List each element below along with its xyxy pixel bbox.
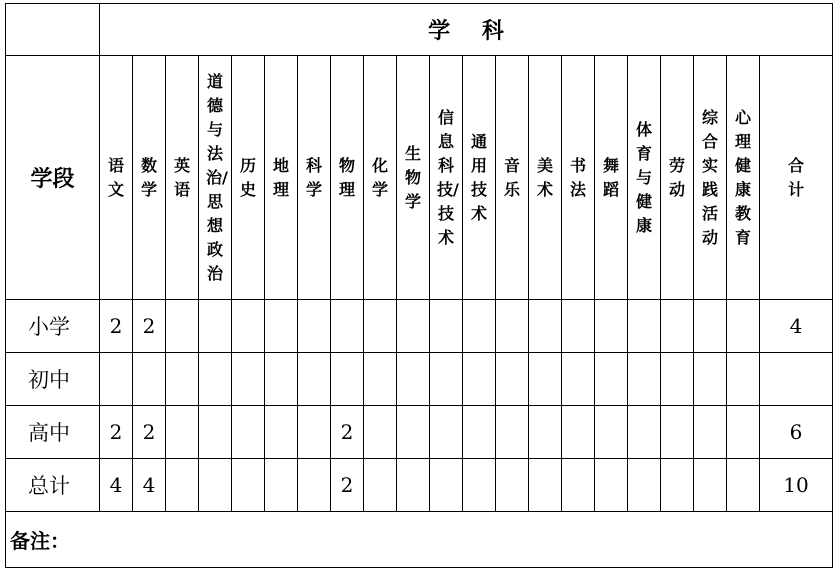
subject-label: 美术: [536, 155, 553, 199]
value-cell: [232, 300, 265, 353]
value-cell: [166, 406, 199, 459]
value-cell: 2: [100, 300, 133, 353]
subject-stage-table: [5, 3, 833, 568]
value-cell: [298, 459, 331, 512]
subject-header-12: [463, 56, 496, 300]
stage-header: 学段: [6, 56, 100, 300]
subject-header-10: [397, 56, 430, 300]
value-cell: [364, 300, 397, 353]
value-cell: [199, 459, 232, 512]
value-cell: [364, 459, 397, 512]
value-cell: [364, 406, 397, 459]
value-cell: [430, 353, 463, 406]
stage-cell: 高中: [6, 406, 100, 459]
subject-header-21: [760, 56, 833, 300]
value-cell: [529, 353, 562, 406]
value-cell: [694, 459, 727, 512]
value-cell: [628, 353, 661, 406]
subject-header-17: [628, 56, 661, 300]
value-cell: [397, 353, 430, 406]
value-cell: [694, 353, 727, 406]
value-cell: [628, 459, 661, 512]
subject-label: 语文: [107, 155, 124, 199]
value-cell: [430, 406, 463, 459]
subject-header-8: [331, 56, 364, 300]
value-cell: [595, 300, 628, 353]
note-label: 备注：: [6, 512, 833, 568]
subject-header-4: [199, 56, 232, 300]
value-cell: [199, 353, 232, 406]
subject-label: 数学: [140, 155, 157, 199]
value-cell: [727, 300, 760, 353]
subject-label: 舞蹈: [602, 155, 619, 199]
value-cell: [529, 300, 562, 353]
value-cell: [331, 353, 364, 406]
value-cell: [463, 300, 496, 353]
total-cell: 4: [760, 300, 833, 353]
subject-label: 合计: [787, 155, 804, 199]
value-cell: [562, 406, 595, 459]
subject-header-20: [727, 56, 760, 300]
subject-header-19: [694, 56, 727, 300]
subject-header-9: [364, 56, 397, 300]
value-cell: [727, 459, 760, 512]
subject-header-13: [496, 56, 529, 300]
value-cell: [661, 300, 694, 353]
value-cell: [100, 353, 133, 406]
table-row: [6, 406, 833, 459]
total-cell: 6: [760, 406, 833, 459]
value-cell: 2: [100, 406, 133, 459]
value-cell: [463, 459, 496, 512]
value-cell: [463, 353, 496, 406]
value-cell: [364, 353, 397, 406]
value-cell: [496, 300, 529, 353]
subject-label: 历史: [239, 155, 256, 199]
value-cell: 2: [133, 406, 166, 459]
subject-header-14: [529, 56, 562, 300]
value-cell: [199, 406, 232, 459]
value-cell: [694, 300, 727, 353]
stage-cell: 初中: [6, 353, 100, 406]
value-cell: [595, 406, 628, 459]
subject-header-5: [232, 56, 265, 300]
subject-label: 生物学: [404, 143, 421, 211]
table-wrapper: [5, 3, 833, 568]
value-cell: [166, 300, 199, 353]
value-cell: [265, 459, 298, 512]
note-row: [6, 512, 833, 568]
subject-label: 道德与法治/思想政治: [206, 71, 228, 283]
value-cell: [661, 353, 694, 406]
subject-label: 综合实践活动: [701, 107, 718, 247]
stage-cell: 小学: [6, 300, 100, 353]
subject-header-2: [133, 56, 166, 300]
table-row: [6, 300, 833, 353]
value-cell: [199, 300, 232, 353]
value-cell: 4: [133, 459, 166, 512]
subject-label: 通用技术: [470, 131, 487, 223]
subject-label: 化学: [371, 155, 388, 199]
value-cell: [265, 406, 298, 459]
value-cell: [727, 353, 760, 406]
value-cell: [397, 406, 430, 459]
value-cell: [331, 300, 364, 353]
value-cell: [694, 406, 727, 459]
value-cell: [232, 353, 265, 406]
subject-header-18: [661, 56, 694, 300]
value-cell: [265, 300, 298, 353]
subject-header-11: [430, 56, 463, 300]
subject-label: 科学: [305, 155, 322, 199]
value-cell: [595, 353, 628, 406]
subject-header-3: [166, 56, 199, 300]
subject-label: 音乐: [503, 155, 520, 199]
subject-header-row: [6, 56, 833, 300]
value-cell: 2: [331, 406, 364, 459]
value-cell: [595, 459, 628, 512]
value-cell: [727, 406, 760, 459]
stage-cell: 总计: [6, 459, 100, 512]
value-cell: [496, 459, 529, 512]
value-cell: [529, 459, 562, 512]
subject-label: 物理: [338, 155, 355, 199]
value-cell: [133, 353, 166, 406]
value-cell: 2: [331, 459, 364, 512]
value-cell: [562, 459, 595, 512]
value-cell: [496, 406, 529, 459]
subject-label: 劳动: [668, 155, 685, 199]
value-cell: [562, 353, 595, 406]
value-cell: [496, 353, 529, 406]
subject-header-7: [298, 56, 331, 300]
header-row-1: [6, 4, 833, 56]
table-row: [6, 353, 833, 406]
value-cell: [397, 459, 430, 512]
value-cell: [661, 459, 694, 512]
value-cell: [298, 353, 331, 406]
subject-label: 心理健康教育: [734, 107, 751, 247]
value-cell: [562, 300, 595, 353]
subject-label: 英语: [173, 155, 190, 199]
value-cell: [463, 406, 496, 459]
total-cell: [760, 353, 833, 406]
table-row: [6, 459, 833, 512]
value-cell: [628, 406, 661, 459]
corner-cell: [6, 4, 100, 56]
value-cell: [232, 459, 265, 512]
value-cell: 2: [133, 300, 166, 353]
value-cell: [397, 300, 430, 353]
value-cell: [430, 459, 463, 512]
value-cell: 4: [100, 459, 133, 512]
subject-header-1: [100, 56, 133, 300]
subject-label: 书法: [569, 155, 586, 199]
value-cell: [661, 406, 694, 459]
value-cell: [529, 406, 562, 459]
subject-header-16: [595, 56, 628, 300]
value-cell: [232, 406, 265, 459]
value-cell: [298, 300, 331, 353]
value-cell: [166, 353, 199, 406]
subject-header-15: [562, 56, 595, 300]
value-cell: [430, 300, 463, 353]
value-cell: [265, 353, 298, 406]
total-cell: 10: [760, 459, 833, 512]
value-cell: [628, 300, 661, 353]
subject-label: 地理: [272, 155, 289, 199]
value-cell: [298, 406, 331, 459]
subject-group-header: 学 科: [100, 4, 833, 56]
subject-label: 信息科技/技术: [437, 107, 459, 247]
value-cell: [166, 459, 199, 512]
subject-header-6: [265, 56, 298, 300]
subject-label: 体育与健康: [635, 119, 652, 235]
